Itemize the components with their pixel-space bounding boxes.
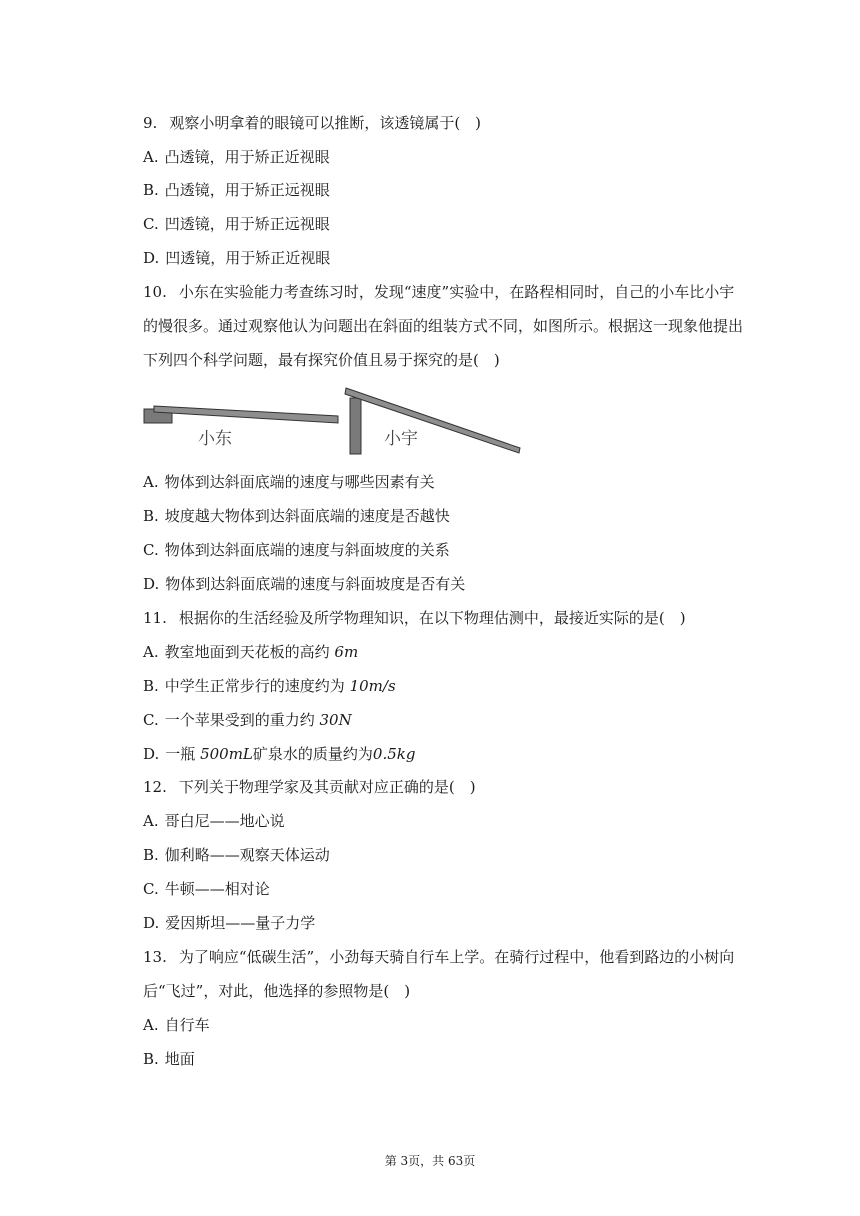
option-label: B. — [143, 846, 159, 864]
question-number: 10. — [143, 283, 167, 301]
incline-figure — [140, 382, 525, 457]
question-number: 11. — [143, 609, 167, 627]
option-label: A. — [143, 148, 159, 166]
option-text: 坡度越大物体到达斜面底端的速度是否越快 — [164, 507, 450, 525]
option-text: 凸透镜，用于矫正近视眼 — [164, 148, 330, 166]
option-label: B. — [143, 507, 159, 525]
option-text: 伽利略——观察天体运动 — [164, 846, 330, 864]
question-10-option-d — [143, 574, 760, 594]
option-math-2: 0.5kg — [372, 745, 416, 763]
option-text: 物体到达斜面底端的速度与哪些因素有关 — [164, 473, 435, 491]
option-math: 6m — [334, 643, 359, 661]
question-11-option-c — [143, 710, 760, 730]
option-label: B. — [143, 677, 159, 695]
xiaoyu-incline-board — [345, 388, 520, 453]
option-label: A. — [143, 1016, 159, 1034]
option-text: 凹透镜，用于矫正近视眼 — [165, 249, 331, 267]
xiaodong-label: 小东 — [198, 429, 232, 449]
option-text: 物体到达斜面底端的速度与斜面坡度是否有关 — [165, 575, 466, 593]
option-label: A. — [143, 473, 159, 491]
option-label: D. — [143, 745, 160, 763]
question-11-option-d — [143, 744, 760, 764]
question-number: 13. — [143, 948, 167, 966]
option-text: 中学生正常步行的速度约为 — [164, 677, 345, 695]
question-text: 根据你的生活经验及所学物理知识，在以下物理估测中，最接近实际的是( ) — [178, 609, 686, 627]
option-text: 凸透镜，用于矫正远视眼 — [164, 181, 330, 199]
question-number: 12. — [143, 778, 167, 796]
question-13-line-2: 后“飞过”，对此，他选择的参照物是( ) — [143, 982, 411, 1000]
question-10-option-b — [143, 506, 760, 526]
option-label: C. — [143, 215, 159, 233]
question-12-option-c — [143, 879, 760, 899]
option-label: B. — [143, 1050, 159, 1068]
option-text: 一瓶 — [165, 745, 196, 763]
option-label: A. — [143, 643, 159, 661]
question-11-line-1 — [143, 608, 760, 628]
question-12-line-1 — [143, 777, 760, 797]
option-text: 一个苹果受到的重力约 — [164, 711, 315, 729]
question-10-line-3: 下列四个科学问题，最有探究价值且易于探究的是( ) — [143, 351, 500, 369]
question-9-line-1 — [143, 113, 760, 133]
question-text: 观察小明拿着的眼镜可以推断，该透镜属于( ) — [169, 114, 482, 132]
option-label: D. — [143, 575, 160, 593]
question-13-line-1 — [143, 947, 760, 967]
question-text: 为了响应“低碳生活”，小劲每天骑自行车上学。在骑行过程中，他看到路边的小树向 — [178, 948, 735, 966]
question-10-option-c — [143, 540, 760, 560]
option-text: 爱因斯坦——量子力学 — [165, 914, 316, 932]
option-text: 教室地面到天花板的高约 — [164, 643, 330, 661]
page-footer: 第 3页，共 63页 — [384, 1154, 476, 1168]
option-text: 物体到达斜面底端的速度与斜面坡度的关系 — [164, 541, 450, 559]
question-text: 小东在实验能力考查练习时，发现“速度”实验中，在路程相同时，自己的小车比小宇 — [178, 283, 735, 301]
question-10-line-2: 的慢很多。通过观察他认为问题出在斜面的组装方式不同，如图所示。根据这一现象他提出 — [143, 317, 744, 335]
question-text: 下列关于物理学家及其贡献对应正确的是( ) — [178, 778, 476, 796]
question-9-option-a — [143, 147, 760, 167]
xiaodong-incline-board — [154, 406, 338, 423]
question-9-option-c — [143, 214, 760, 234]
option-text-2: 矿泉水的质量约为 — [252, 745, 373, 763]
question-11-option-a — [143, 642, 760, 662]
option-label: C. — [143, 541, 159, 559]
option-label: D. — [143, 249, 160, 267]
question-13-option-b — [143, 1049, 760, 1069]
question-10-line-1 — [143, 282, 760, 302]
question-9-option-d — [143, 248, 760, 268]
question-12-option-a — [143, 811, 760, 831]
option-text: 牛顿——相对论 — [164, 880, 270, 898]
option-label: B. — [143, 181, 159, 199]
question-10-option-a — [143, 472, 760, 492]
option-math: 500mL — [200, 745, 253, 763]
option-math: 30N — [319, 711, 352, 729]
option-text: 地面 — [164, 1050, 195, 1068]
question-number: 9. — [143, 114, 158, 132]
option-math: 10m/s — [349, 677, 396, 695]
question-12-option-b — [143, 845, 760, 865]
question-11-option-b — [143, 676, 760, 696]
option-text: 哥白尼——地心说 — [164, 812, 285, 830]
xiaoyu-support-post — [350, 398, 361, 454]
option-label: D. — [143, 914, 160, 932]
xiaoyu-label: 小宇 — [384, 429, 418, 449]
option-text: 凹透镜，用于矫正远视眼 — [164, 215, 330, 233]
question-12-option-d — [143, 913, 760, 933]
option-text: 自行车 — [164, 1016, 210, 1034]
option-label: A. — [143, 812, 159, 830]
question-13-option-a — [143, 1015, 760, 1035]
question-9-option-b — [143, 180, 760, 200]
option-label: C. — [143, 711, 159, 729]
option-label: C. — [143, 880, 159, 898]
